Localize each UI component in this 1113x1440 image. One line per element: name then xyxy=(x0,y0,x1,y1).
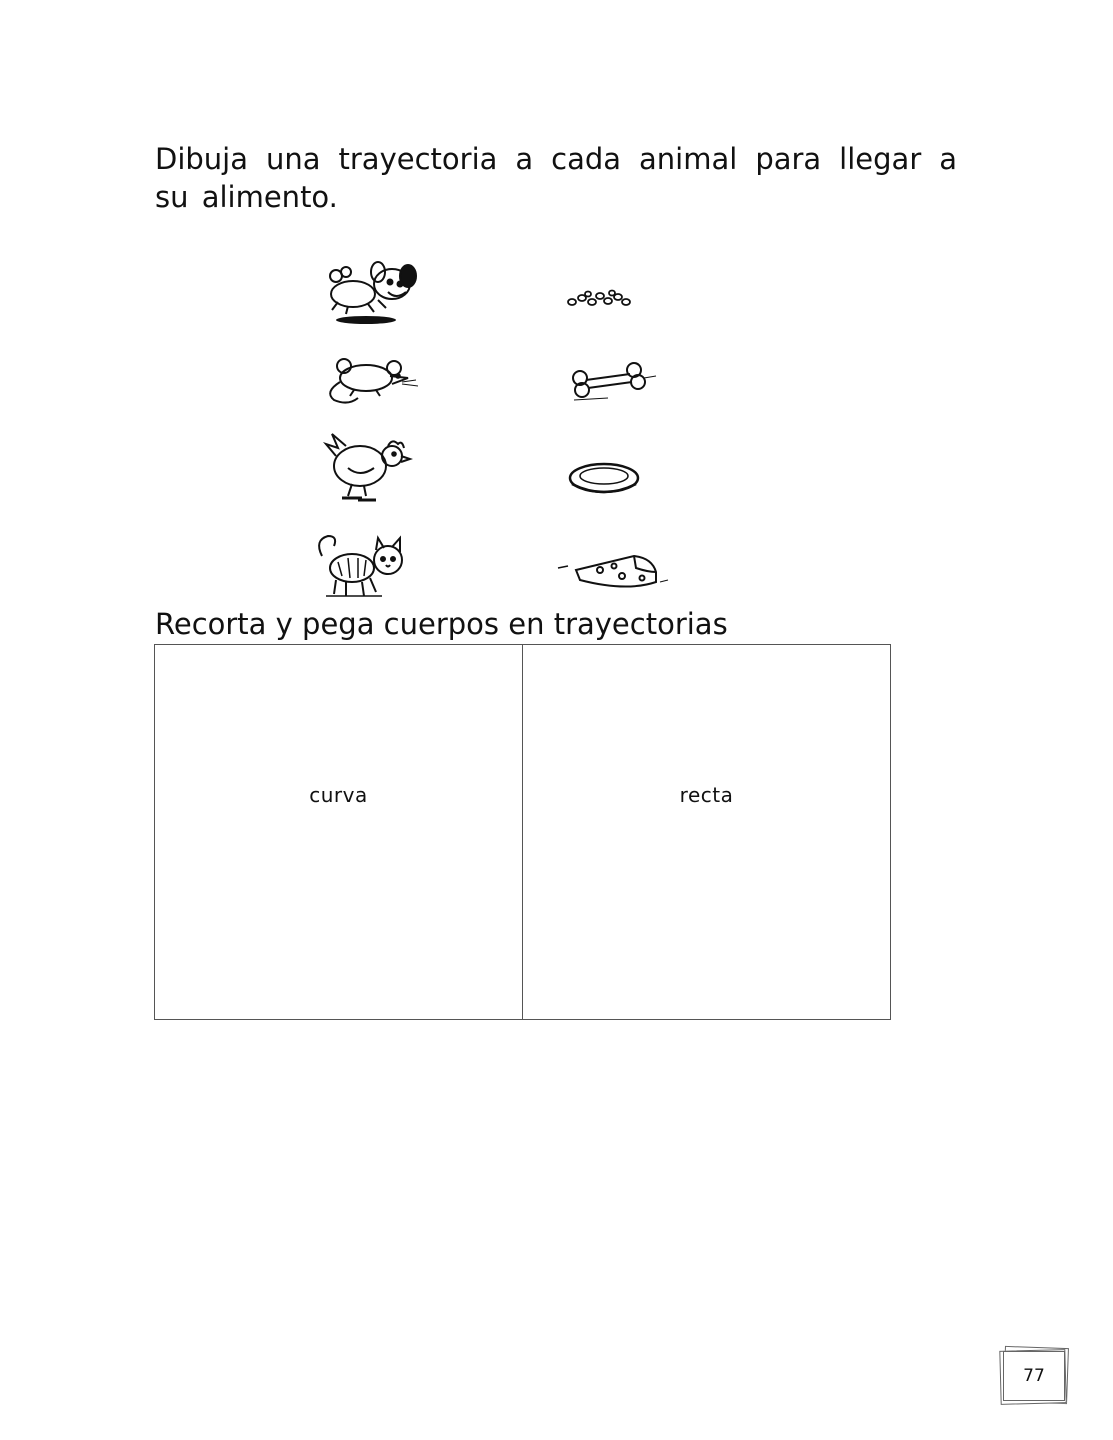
grain-icon xyxy=(562,288,640,310)
instruction-text: Dibuja una trayectoria a cada animal para llegar a su alimento. xyxy=(155,142,957,214)
dog-icon xyxy=(318,258,423,326)
straight-label: recta xyxy=(679,783,734,807)
page-number-badge xyxy=(1000,1347,1068,1404)
bone-icon xyxy=(568,360,658,404)
hen-icon xyxy=(318,426,413,504)
straight-cell xyxy=(522,645,890,1019)
mouse-icon xyxy=(318,352,423,410)
cat-icon xyxy=(312,530,412,602)
curved-cell xyxy=(155,645,522,1019)
paste-table xyxy=(154,644,891,1020)
section-title: Recorta y pega cuerpos en trayectorias xyxy=(155,607,728,641)
milk-dish-icon xyxy=(566,458,642,500)
page-number: 77 xyxy=(1003,1351,1065,1401)
curved-label: curva xyxy=(309,783,368,807)
cheese-icon xyxy=(556,548,672,594)
